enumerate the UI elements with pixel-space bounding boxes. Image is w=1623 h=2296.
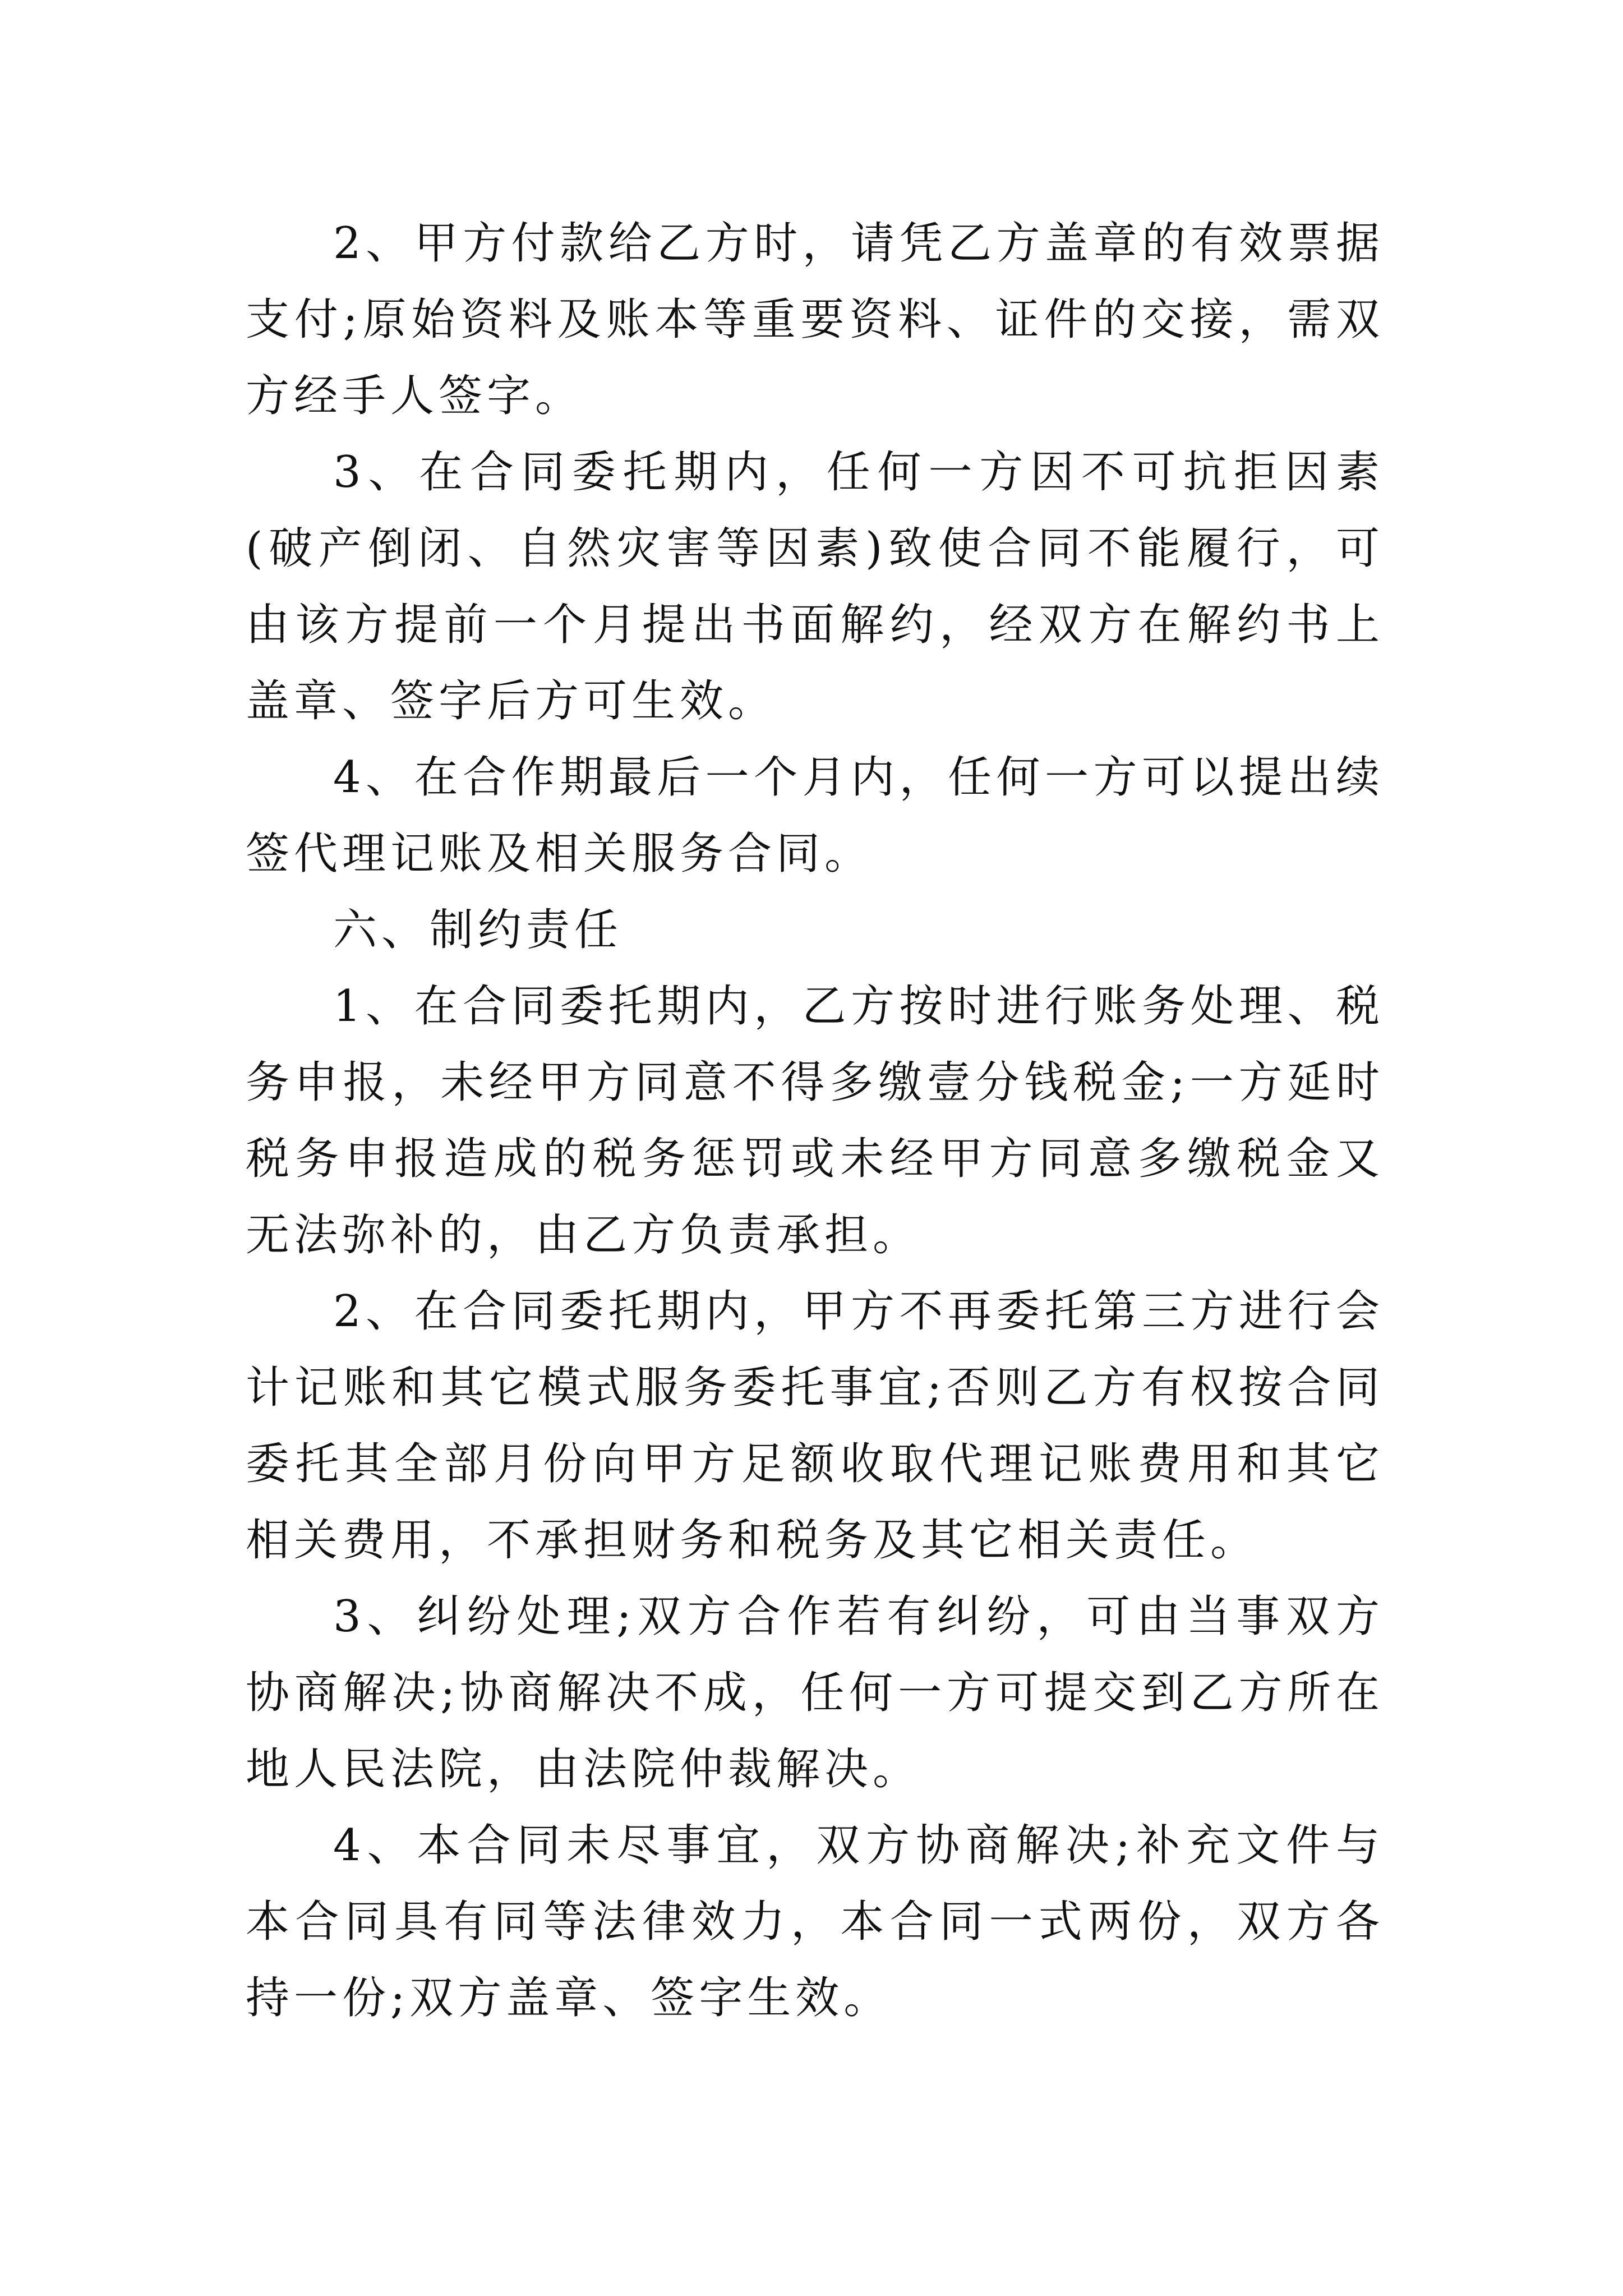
clause-5-3: 3、在合同委托期内，任何一方因不可抗拒因素(破产倒闭、自然灾害等因素)致使合同不能履行，可由该方提前一个月提出书面解约，经双方在解约书上盖章、签字后方可生效。 (246, 447, 1384, 726)
clause-6-1: 1、在合同委托期内，乙方按时进行账务处理、税务申报，未经甲方同意不得多缴壹分钱税金;一方延时税务申报造成的税务惩罚或未经甲方同意多缴税金又无法弥补的，由乙方负责承担。 (246, 981, 1384, 1260)
clause-6-3: 3、纠纷处理;双方合作若有纠纷，可由当事双方协商解决;协商解决不成，任何一方可提交到乙方所在地人民法院，由法院仲裁解决。 (246, 1591, 1384, 1795)
clause-6-2: 2、在合同委托期内，甲方不再委托第三方进行会计记账和其它模式服务委托事宜;否则乙方有权按合同委托其全部月份向甲方足额收取代理记账费用和其它相关费用，不承担财务和税务及其它相关责任。 (246, 1286, 1384, 1566)
document-body (246, 205, 1384, 2036)
clause-5-4: 4、在合作期最后一个月内，任何一方可以提出续签代理记账及相关服务合同。 (246, 752, 1384, 879)
clause-6-4: 4、本合同未尽事宜，双方协商解决;补充文件与本合同具有同等法律效力，本合同一式两份，双方各持一份;双方盖章、签字生效。 (246, 1820, 1384, 2023)
section-heading-6: 六、制约责任 (333, 905, 623, 955)
clause-5-2: 2、甲方付款给乙方时，请凭乙方盖章的有效票据支付;原始资料及账本等重要资料、证件的交接，需双方经手人签字。 (246, 218, 1384, 421)
